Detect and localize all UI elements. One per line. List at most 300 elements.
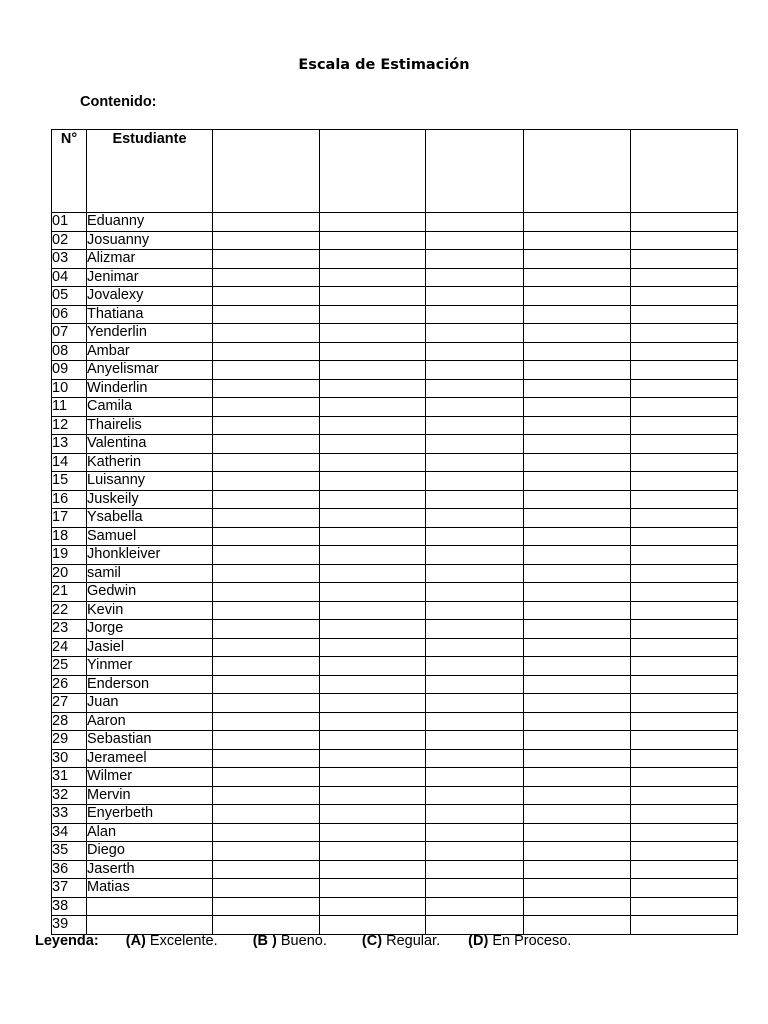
score-cell (426, 879, 524, 898)
student-number: 31 (52, 768, 87, 787)
student-number: 08 (52, 342, 87, 361)
student-name: Katherin (87, 453, 213, 472)
score-cell (320, 379, 426, 398)
criteria-header-5 (631, 130, 738, 213)
student-name: Sebastian (87, 731, 213, 750)
student-number: 13 (52, 435, 87, 454)
score-cell (426, 620, 524, 639)
legend-text-c: Regular. (382, 933, 441, 949)
table-row (52, 675, 738, 694)
score-cell (426, 268, 524, 287)
student-name: Enyerbeth (87, 805, 213, 824)
student-number: 07 (52, 324, 87, 343)
score-cell (320, 675, 426, 694)
score-cell (426, 786, 524, 805)
student-name: Jaserth (87, 860, 213, 879)
student-name: Ysabella (87, 509, 213, 528)
score-cell (426, 712, 524, 731)
student-number: 19 (52, 546, 87, 565)
score-cell (320, 749, 426, 768)
score-cell (524, 250, 631, 269)
score-cell (320, 213, 426, 232)
student-name: Josuanny (87, 231, 213, 250)
student-name: Samuel (87, 527, 213, 546)
legend-code-c: (C) (361, 933, 383, 949)
table-row (52, 657, 738, 676)
score-cell (524, 675, 631, 694)
score-cell (213, 694, 320, 713)
score-cell (631, 305, 738, 324)
score-cell (631, 416, 738, 435)
score-cell (320, 805, 426, 824)
score-cell (524, 694, 631, 713)
student-name: Winderlin (87, 379, 213, 398)
criteria-header-1 (213, 130, 320, 213)
score-cell (213, 657, 320, 676)
table-row (52, 361, 738, 380)
student-number: 01 (52, 213, 87, 232)
score-cell (213, 860, 320, 879)
score-cell (631, 453, 738, 472)
student-number: 26 (52, 675, 87, 694)
score-cell (524, 287, 631, 306)
score-cell (213, 879, 320, 898)
score-cell (631, 879, 738, 898)
score-cell (426, 842, 524, 861)
student-name: Wilmer (87, 768, 213, 787)
score-cell (524, 583, 631, 602)
table-row (52, 749, 738, 768)
score-cell (213, 823, 320, 842)
score-cell (213, 435, 320, 454)
score-cell (426, 657, 524, 676)
table-row (52, 472, 738, 491)
student-name (87, 916, 213, 935)
score-cell (320, 453, 426, 472)
score-cell (631, 675, 738, 694)
score-cell (426, 213, 524, 232)
score-cell (213, 601, 320, 620)
student-number: 39 (52, 916, 87, 935)
student-number: 20 (52, 564, 87, 583)
score-cell (213, 916, 320, 935)
table-row (52, 712, 738, 731)
score-cell (524, 712, 631, 731)
score-cell (426, 342, 524, 361)
score-cell (524, 620, 631, 639)
table-row (52, 897, 738, 916)
table-row (52, 805, 738, 824)
score-cell (631, 490, 738, 509)
score-cell (524, 768, 631, 787)
score-cell (524, 823, 631, 842)
score-cell (524, 897, 631, 916)
score-cell (631, 786, 738, 805)
header-num: N° (52, 130, 87, 213)
student-number: 38 (52, 897, 87, 916)
score-cell (524, 509, 631, 528)
score-cell (524, 213, 631, 232)
student-name (87, 897, 213, 916)
score-cell (524, 342, 631, 361)
score-cell (320, 564, 426, 583)
score-cell (213, 805, 320, 824)
table-row (52, 638, 738, 657)
table-row (52, 564, 738, 583)
score-cell (213, 749, 320, 768)
score-cell (213, 379, 320, 398)
student-name: Thairelis (87, 416, 213, 435)
score-cell (426, 601, 524, 620)
score-cell (320, 823, 426, 842)
score-cell (426, 361, 524, 380)
table-row (52, 583, 738, 602)
student-number: 11 (52, 398, 87, 417)
score-cell (213, 231, 320, 250)
student-name: Jerameel (87, 749, 213, 768)
score-cell (631, 564, 738, 583)
score-cell (320, 250, 426, 269)
score-cell (213, 305, 320, 324)
student-name: Jhonkleiver (87, 546, 213, 565)
score-cell (213, 546, 320, 565)
document-title: Escala de Estimación (298, 57, 470, 73)
table-row (52, 786, 738, 805)
score-cell (213, 768, 320, 787)
header-student: Estudiante (87, 130, 213, 213)
score-cell (524, 546, 631, 565)
score-cell (524, 564, 631, 583)
score-cell (631, 916, 738, 935)
score-cell (320, 601, 426, 620)
score-cell (320, 860, 426, 879)
student-number: 28 (52, 712, 87, 731)
score-cell (213, 287, 320, 306)
student-number: 02 (52, 231, 87, 250)
student-name: Jenimar (87, 268, 213, 287)
student-number: 35 (52, 842, 87, 861)
student-number: 25 (52, 657, 87, 676)
score-cell (524, 490, 631, 509)
header-row (52, 130, 738, 213)
score-cell (213, 731, 320, 750)
score-cell (631, 731, 738, 750)
score-cell (320, 897, 426, 916)
score-cell (631, 583, 738, 602)
student-name: Thatiana (87, 305, 213, 324)
score-cell (320, 620, 426, 639)
score-cell (524, 379, 631, 398)
score-cell (320, 638, 426, 657)
table-row (52, 509, 738, 528)
score-cell (524, 805, 631, 824)
score-cell (213, 583, 320, 602)
student-number: 29 (52, 731, 87, 750)
score-cell (631, 435, 738, 454)
criteria-header-4 (524, 130, 631, 213)
score-cell (631, 749, 738, 768)
score-cell (320, 583, 426, 602)
student-name: Yenderlin (87, 324, 213, 343)
score-cell (524, 860, 631, 879)
student-number: 23 (52, 620, 87, 639)
legend-code-b: (B ) (252, 933, 277, 949)
score-cell (631, 472, 738, 491)
score-cell (320, 472, 426, 491)
score-cell (524, 657, 631, 676)
score-cell (631, 805, 738, 824)
score-cell (320, 268, 426, 287)
student-number: 34 (52, 823, 87, 842)
student-name: Diego (87, 842, 213, 861)
student-name: Mervin (87, 786, 213, 805)
student-number: 30 (52, 749, 87, 768)
student-number: 36 (52, 860, 87, 879)
score-cell (426, 823, 524, 842)
score-cell (524, 786, 631, 805)
contenido-label: Contenido: (80, 94, 157, 110)
student-number: 18 (52, 527, 87, 546)
score-cell (631, 231, 738, 250)
score-cell (320, 879, 426, 898)
student-number: 17 (52, 509, 87, 528)
table-row (52, 453, 738, 472)
student-number: 21 (52, 583, 87, 602)
student-number: 37 (52, 879, 87, 898)
score-cell (631, 398, 738, 417)
score-cell (320, 416, 426, 435)
table-row (52, 620, 738, 639)
score-cell (213, 416, 320, 435)
score-cell (524, 268, 631, 287)
score-cell (524, 527, 631, 546)
student-name: Luisanny (87, 472, 213, 491)
score-cell (426, 398, 524, 417)
legend-code-a: (A) (125, 933, 146, 949)
score-cell (426, 768, 524, 787)
student-name: Matias (87, 879, 213, 898)
score-cell (320, 324, 426, 343)
score-cell (213, 268, 320, 287)
score-cell (213, 509, 320, 528)
score-cell (213, 712, 320, 731)
score-cell (631, 527, 738, 546)
score-cell (631, 379, 738, 398)
score-cell (631, 250, 738, 269)
criteria-header-3 (426, 130, 524, 213)
score-cell (426, 416, 524, 435)
score-cell (524, 398, 631, 417)
score-cell (426, 472, 524, 491)
student-number: 32 (52, 786, 87, 805)
score-cell (320, 916, 426, 935)
score-cell (213, 786, 320, 805)
score-cell (426, 305, 524, 324)
student-name: samil (87, 564, 213, 583)
score-cell (320, 287, 426, 306)
student-name: Anyelismar (87, 361, 213, 380)
table-row (52, 768, 738, 787)
student-number: 22 (52, 601, 87, 620)
score-cell (213, 638, 320, 657)
legend-code-d: (D) (468, 933, 489, 949)
score-cell (426, 675, 524, 694)
criteria-header-2 (320, 130, 426, 213)
score-cell (320, 231, 426, 250)
student-name: Ambar (87, 342, 213, 361)
score-cell (426, 805, 524, 824)
student-number: 27 (52, 694, 87, 713)
score-cell (524, 453, 631, 472)
score-cell (631, 860, 738, 879)
score-cell (631, 842, 738, 861)
score-cell (426, 324, 524, 343)
score-cell (524, 638, 631, 657)
student-number: 10 (52, 379, 87, 398)
table-row (52, 546, 738, 565)
score-cell (213, 490, 320, 509)
score-cell (426, 638, 524, 657)
score-cell (524, 305, 631, 324)
legend-text-a: Excelente. (145, 933, 218, 949)
score-cell (631, 546, 738, 565)
table-row (52, 860, 738, 879)
table-row (52, 398, 738, 417)
student-name: Enderson (87, 675, 213, 694)
score-cell (213, 527, 320, 546)
score-cell (631, 268, 738, 287)
score-cell (213, 842, 320, 861)
table-row (52, 213, 738, 232)
score-cell (631, 657, 738, 676)
score-cell (631, 823, 738, 842)
student-name: Jovalexy (87, 287, 213, 306)
table-row (52, 324, 738, 343)
score-cell (426, 694, 524, 713)
score-cell (524, 472, 631, 491)
score-cell (524, 731, 631, 750)
score-cell (213, 213, 320, 232)
score-cell (320, 712, 426, 731)
score-cell (524, 324, 631, 343)
score-cell (524, 416, 631, 435)
score-cell (426, 231, 524, 250)
legend-text-d: En Proceso. (488, 933, 572, 949)
table-row (52, 305, 738, 324)
score-cell (524, 916, 631, 935)
score-cell (213, 453, 320, 472)
table-row (52, 379, 738, 398)
score-cell (426, 749, 524, 768)
score-cell (631, 342, 738, 361)
score-cell (320, 509, 426, 528)
score-cell (213, 250, 320, 269)
score-cell (631, 324, 738, 343)
student-number: 04 (52, 268, 87, 287)
table-row (52, 823, 738, 842)
table-row (52, 842, 738, 861)
score-cell (524, 749, 631, 768)
score-cell (524, 842, 631, 861)
student-name: Yinmer (87, 657, 213, 676)
score-cell (426, 897, 524, 916)
table-row (52, 731, 738, 750)
score-cell (213, 398, 320, 417)
score-cell (320, 657, 426, 676)
score-cell (320, 731, 426, 750)
score-cell (426, 453, 524, 472)
score-cell (426, 916, 524, 935)
table-row (52, 694, 738, 713)
score-cell (320, 435, 426, 454)
student-number: 06 (52, 305, 87, 324)
score-cell (320, 527, 426, 546)
score-cell (631, 712, 738, 731)
score-cell (426, 527, 524, 546)
score-cell (426, 731, 524, 750)
student-number: 24 (52, 638, 87, 657)
student-number: 09 (52, 361, 87, 380)
student-number: 05 (52, 287, 87, 306)
student-name: Gedwin (87, 583, 213, 602)
score-cell (320, 305, 426, 324)
student-name: Eduanny (87, 213, 213, 232)
score-cell (631, 287, 738, 306)
score-cell (524, 601, 631, 620)
score-cell (320, 342, 426, 361)
table-row (52, 601, 738, 620)
student-number: 14 (52, 453, 87, 472)
score-cell (426, 860, 524, 879)
score-cell (213, 324, 320, 343)
score-cell (213, 620, 320, 639)
student-number: 12 (52, 416, 87, 435)
student-name: Camila (87, 398, 213, 417)
score-cell (631, 601, 738, 620)
table-row (52, 342, 738, 361)
score-cell (631, 620, 738, 639)
score-cell (320, 490, 426, 509)
score-cell (426, 435, 524, 454)
score-cell (213, 675, 320, 694)
score-cell (426, 564, 524, 583)
student-name: Alan (87, 823, 213, 842)
table-row (52, 250, 738, 269)
table-row (52, 879, 738, 898)
score-cell (631, 638, 738, 657)
score-cell (426, 287, 524, 306)
table-row (52, 231, 738, 250)
score-cell (213, 472, 320, 491)
table-row (52, 287, 738, 306)
score-cell (320, 694, 426, 713)
score-cell (213, 342, 320, 361)
score-cell (426, 509, 524, 528)
student-name: Alizmar (87, 250, 213, 269)
score-cell (524, 879, 631, 898)
legend (35, 933, 571, 949)
score-cell (631, 361, 738, 380)
score-cell (320, 361, 426, 380)
student-name: Valentina (87, 435, 213, 454)
score-cell (631, 897, 738, 916)
score-cell (426, 250, 524, 269)
table-row (52, 435, 738, 454)
score-cell (213, 361, 320, 380)
score-cell (524, 435, 631, 454)
score-cell (426, 490, 524, 509)
score-cell (426, 546, 524, 565)
